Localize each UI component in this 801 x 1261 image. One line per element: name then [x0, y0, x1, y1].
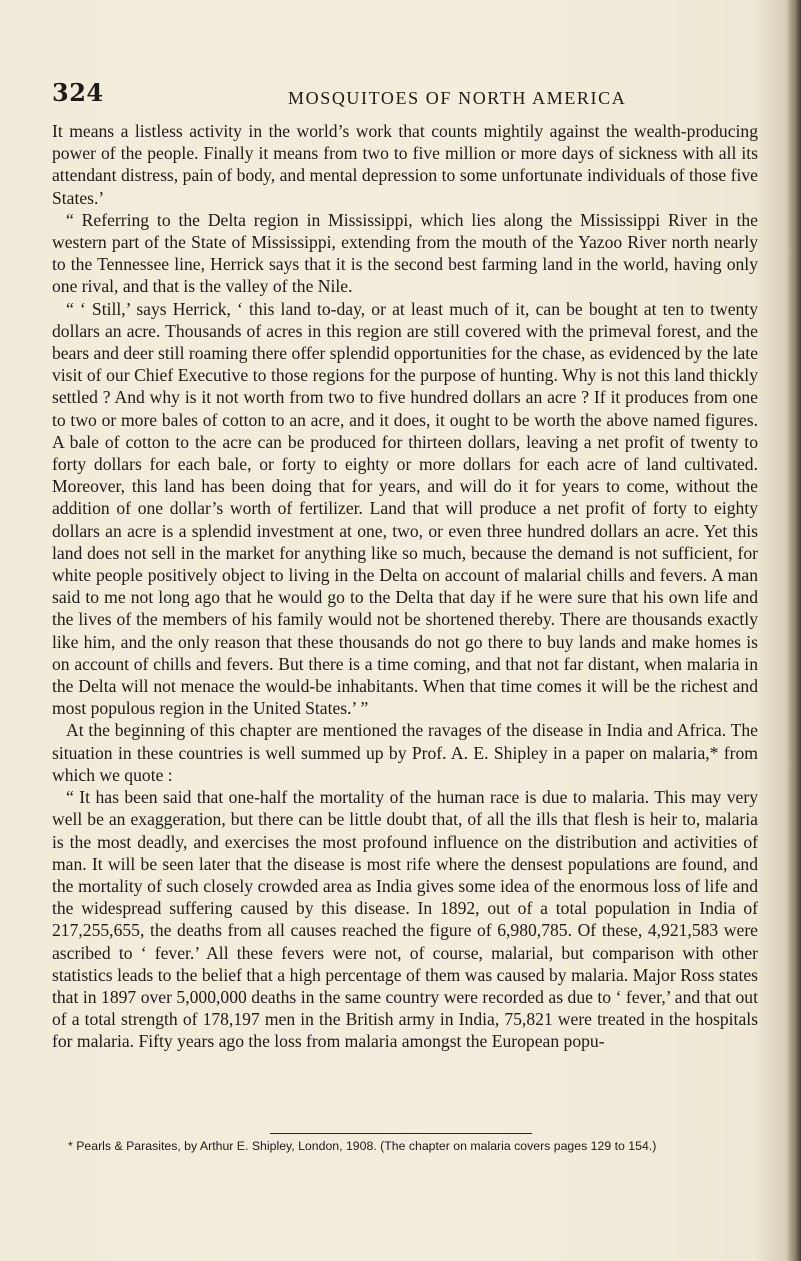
body-text: [52, 120, 758, 1053]
paragraph-delta-region: “ Referring to the Delta region in Mississippi, which lies along the Mississippi River in the western part of the State of Mississippi, extending from the mouth of the Yazoo River north nearly to the Tennessee line, Herrick says that it is the second best farming land in the world, having only one rival, and that is the valley of the Nile.: [52, 209, 758, 297]
paragraph-shipley-quote: “ It has been said that one-half the mortality of the human race is due to malaria. This may very well be an exaggeration, but there can be little doubt that, of all the ills that flesh is heir to, malaria is the most deadly, and exercises the most profound influence on the distribution and activities of man. It will be seen later that the disease is most rife where the densest populations are found, and the mortality of such closely crowded area as India gives some idea of the enormous loss of life and the widespread suffering caused by this disease. In 1892, out of a total population in India of 217,255,655, the deaths from all causes reached the figure of 6,980,785. Of these, 4,921,583 were ascribed to ‘ fever.’ All these fevers were not, of course, malarial, but comparison with other statistics leads to the belief that a high percentage of them was caused by malaria. Major Ross states that in 1897 over 5,000,000 deaths in the same country were recorded as due to ‘ fever,’ and that out of a total strength of 178,197 men in the British army in India, 75,821 were treated in the hospitals for malaria. Fifty years ago the loss from malaria amongst the European popu-: [52, 787, 758, 1052]
paragraph-india-africa: At the beginning of this chapter are mentioned the ravages of the disease in India and Africa. The situation in these countries is well summed up by Prof. A. E. Shipley in a paper on malaria,* from which we quote :: [52, 720, 758, 785]
footnote: * Pearls & Parasites, by Arthur E. Shipley, London, 1908. (The chapter on malaria covers pages 129 to 154.): [68, 1139, 657, 1153]
paragraph-herrick-quote: “ ‘ Still,’ says Herrick, ‘ this land to-day, or at least much of it, can be bought at ten to twenty dollars an acre. Thousands of acres in this region are still covered with the primeval forest, and the bears and deer still roaming there offer splendid opportunities for the chase, as evidenced by the late visit of our Chief Executive to those regions for the purpose of hunting. Why is not this land thickly settled ? And why is it not worth from two to five hundred dollars an acre ? If it produces from one to two or more bales of cotton to an acre, and it does, it ought to be worth the above named figures. A bale of cotton to the acre can be produced for thirteen dollars, leaving a net profit of twenty to forty dollars for each bale, or forty to eighty or more dollars for each acre of land cultivated. Moreover, this land has been doing that for years, and will do it for years to come, without the addition of one dollar’s worth of fertilizer. Land that will produce a net profit of forty to eighty dollars an acre is a splendid investment at one, two, or even three hundred dollars an acre. Yet this land does not sell in the market for anything like so much, because the demand is not sufficient, for white people positively object to living in the Delta on account of malarial chills and fevers. A man said to me not long ago that he would go to the Delta that day if he were sure that his own life and the lives of the members of his family would not be shortened thereby. There are thousands exactly like him, and the only reason that these thousands do not go there to buy lands and make homes is on account of chills and fevers. But there is a time coming, and that not far distant, when malaria in the Delta will not menace the would-be inhabitants. When that time comes it will be the richest and most populous region in the United States.’ ”: [52, 298, 758, 719]
page-number: 324: [52, 78, 104, 107]
running-head: [52, 80, 752, 106]
paragraph-continuation: It means a listless activity in the world’s work that counts mightily against the wealth-producing power of the people. Finally it means from two to five million or more days of sickness with all its attendant distress, pain of body, and mental depression to some unfortunate individuals of those five States.’: [52, 121, 758, 208]
footnote-rule: [270, 1133, 532, 1134]
running-title: MOSQUITOES OF NORTH AMERICA: [288, 88, 627, 108]
page-edge-shadow: [787, 0, 801, 1261]
